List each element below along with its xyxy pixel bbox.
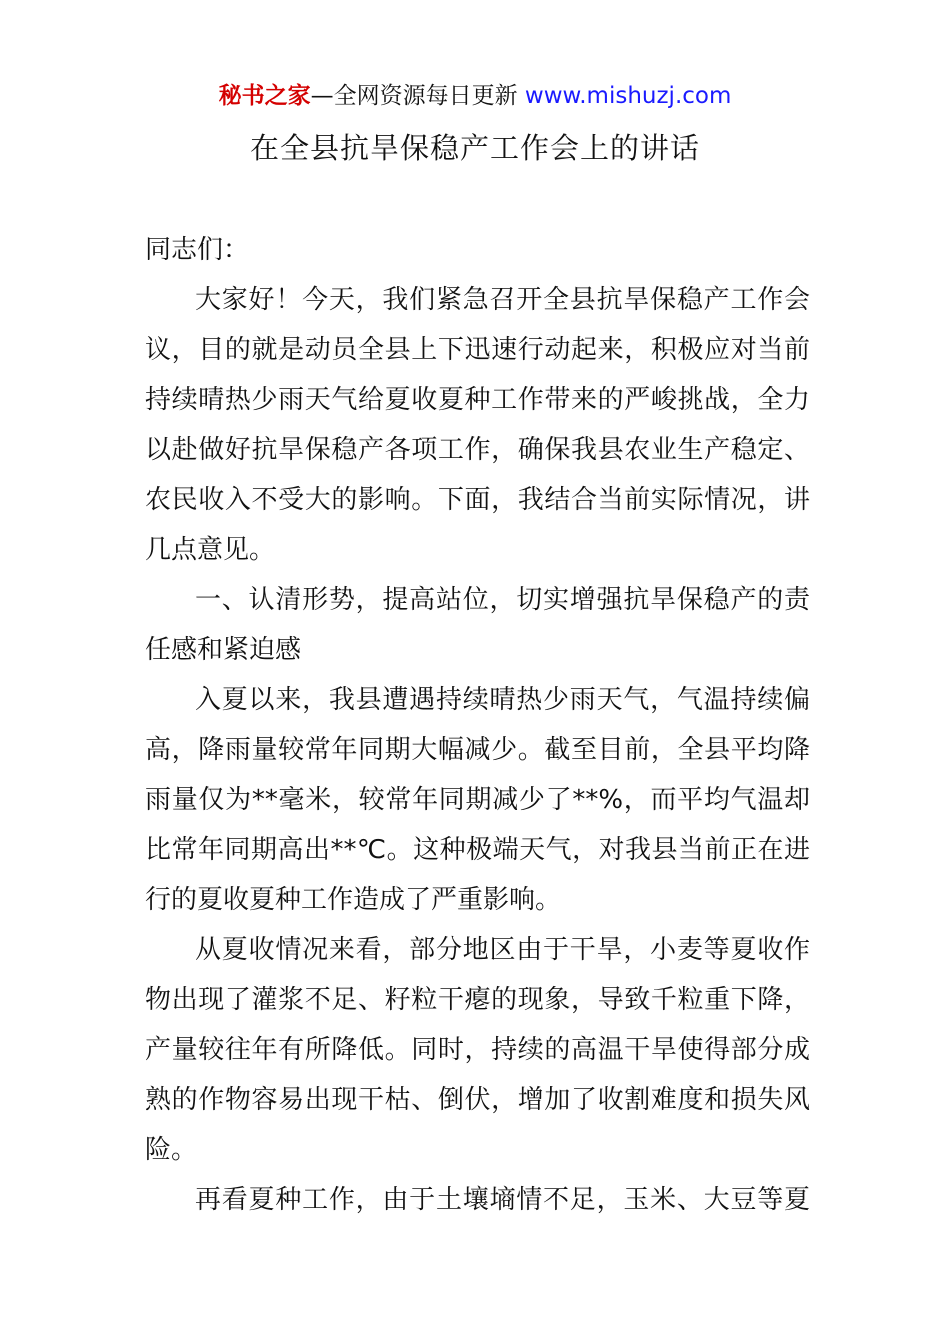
text-line: 以赴做好抗旱保稳产各项工作，确保我县农业生产稳定、	[145, 435, 810, 465]
document-title: 在全县抗旱保稳产工作会上的讲话	[249, 131, 700, 165]
text-line: 雨量仅为**毫米，较常年同期减少了**%，而平均气温却	[145, 785, 810, 815]
text-line: 物出现了灌浆不足、籽粒干瘪的现象，导致千粒重下降，	[145, 985, 810, 1015]
text-line: 产量较往年有所降低。同时，持续的高温干旱使得部分成	[145, 1035, 810, 1065]
site-brand: 秘书之家	[218, 83, 311, 109]
text-line: 农民收入不受大的影响。下面，我结合当前实际情况，讲	[145, 485, 810, 515]
text-line: 从夏收情况来看，部分地区由于干旱，小麦等夏收作	[195, 935, 810, 965]
text-line: 任感和紧迫感	[145, 635, 302, 665]
text-line: 大家好！今天，我们紧急召开全县抗旱保稳产工作会	[195, 285, 810, 315]
text-line: 行的夏收夏种工作造成了严重影响。	[145, 885, 562, 915]
text-line: 议，目的就是动员全县上下迅速行动起来，积极应对当前	[145, 335, 810, 365]
text-line: 同志们：	[145, 235, 250, 265]
text-line: 再看夏种工作，由于土壤墒情不足，玉米、大豆等夏	[195, 1185, 810, 1215]
site-header	[0, 80, 950, 112]
text-line: 比常年同期高出**℃。这种极端天气，对我县当前正在进	[145, 835, 810, 865]
text-line: 几点意见。	[145, 535, 276, 565]
text-line: 一、认清形势，提高站位，切实增强抗旱保稳产的责	[195, 585, 810, 615]
text-line: 入夏以来，我县遭遇持续晴热少雨天气，气温持续偏	[195, 685, 810, 715]
document-body	[145, 225, 810, 1225]
text-line: 持续晴热少雨天气给夏收夏种工作带来的严峻挑战，全力	[145, 385, 810, 415]
site-tagline: —全网资源每日更新	[310, 83, 518, 109]
text-line: 熟的作物容易出现干枯、倒伏，增加了收割难度和损失风	[145, 1085, 810, 1115]
text-line: 高，降雨量较常年同期大幅减少。截至目前，全县平均降	[145, 735, 810, 765]
text-line: 险。	[145, 1135, 198, 1165]
site-url-link[interactable]: www.mishuzj.com	[524, 83, 732, 109]
